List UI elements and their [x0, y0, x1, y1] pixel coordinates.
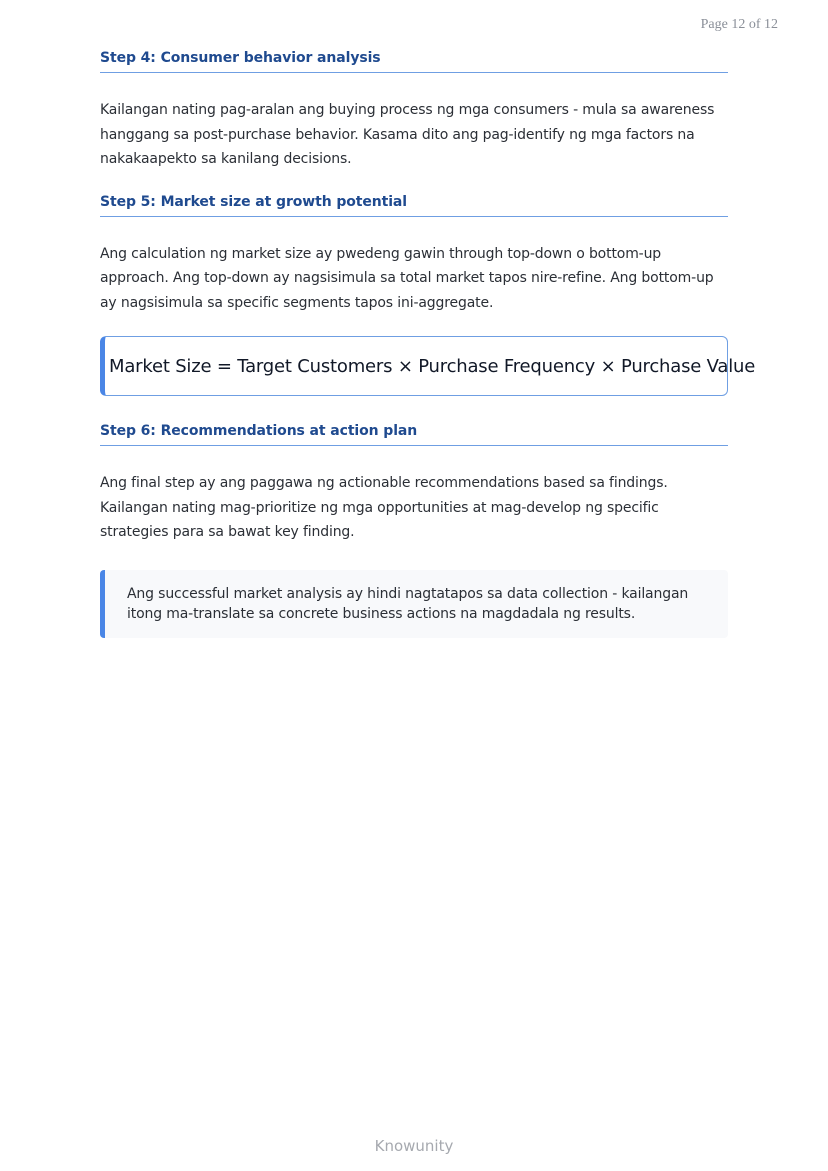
- step5-heading: Step 5: Market size at growth potential: [100, 194, 728, 217]
- page-number: Page 12 of 12: [700, 17, 778, 32]
- step6-paragraph: Ang final step ay ang paggawa ng actionable recommendations based sa findings. Kailangan nating mag-prioritize ng mga opportunities at mag-develop ng specific strategies para sa bawat key finding.: [100, 475, 668, 540]
- document-content: [100, 50, 756, 638]
- step4-paragraph: Kailangan nating pag-aralan ang buying process ng mga consumers - mula sa awareness hanggang sa post-purchase behavior. Kasama dito ang pag-identify ng mga factors na nakakaapekto sa kanilang decisions.: [100, 102, 715, 167]
- step5-paragraph: Ang calculation ng market size ay pwedeng gawin through top-down o bottom-up approach. Ang top-down ay nagsisimula sa total market tapos nire-refine. Ang bottom-up ay nagsisimula sa specific segments tapos ini-aggregate.: [100, 245, 714, 311]
- callout-text: Ang successful market analysis ay hindi nagtatapos sa data collection - kailangan itong ma-translate sa concrete business actions na magdadala ng results.: [127, 585, 689, 622]
- callout-note: [100, 570, 728, 638]
- footer-brand: Knowunity: [374, 1137, 454, 1155]
- market-size-formula: Market Size = Target Customers × Purchase Frequency × Purchase Value: [109, 355, 756, 377]
- step6-heading: Step 6: Recommendations at action plan: [100, 423, 728, 446]
- formula-box: [100, 336, 756, 396]
- step4-heading: Step 4: Consumer behavior analysis: [100, 50, 728, 73]
